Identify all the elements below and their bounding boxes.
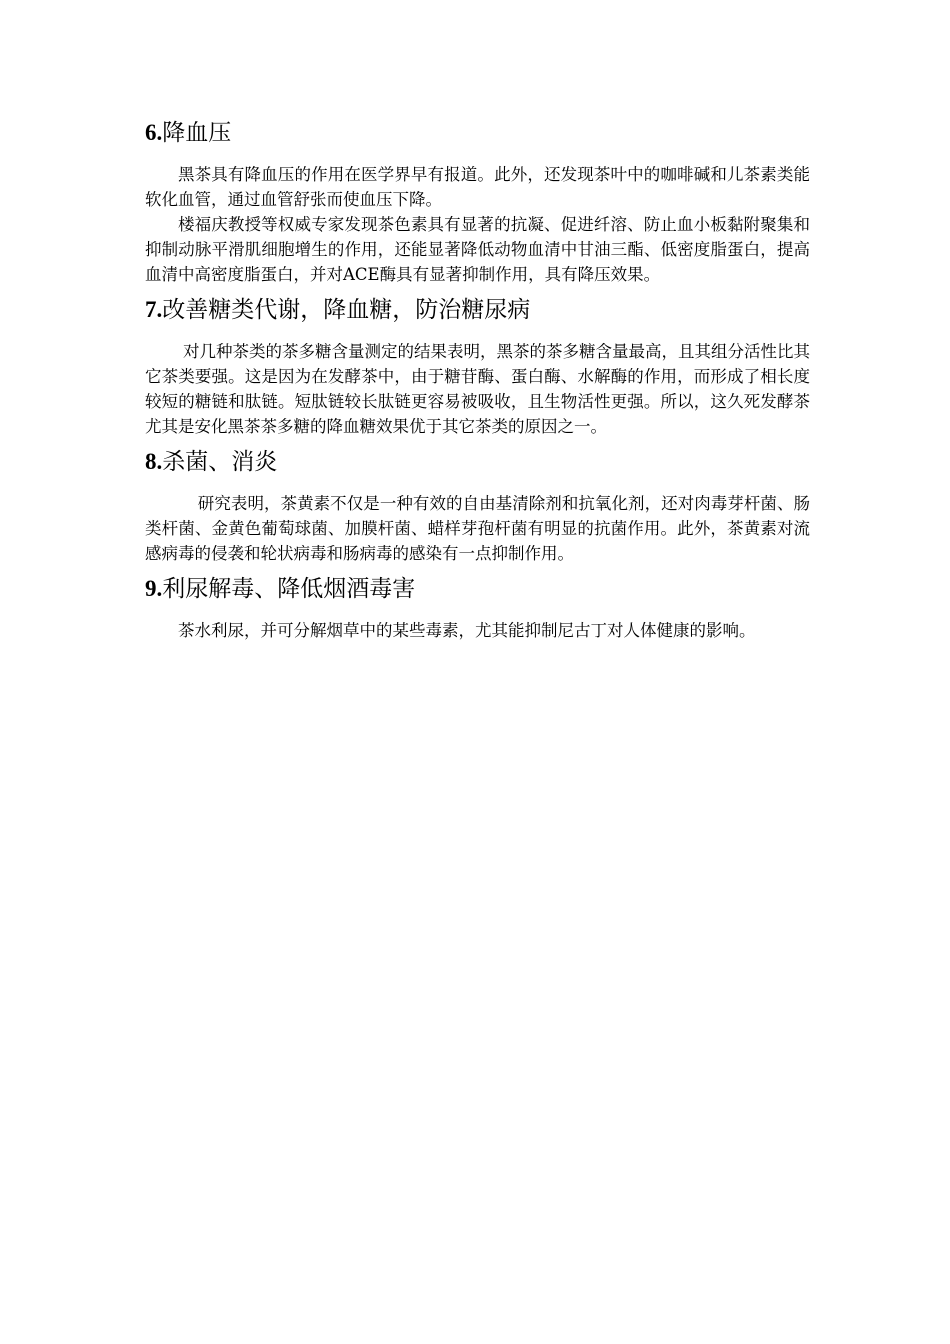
section-body bbox=[145, 339, 810, 439]
section-antibacterial bbox=[145, 445, 810, 566]
paragraph: 研究表明，茶黄素不仅是一种有效的自由基清除剂和抗氧化剂，还对肉毒芽杆菌、肠类杆菌、金黄色葡萄球菌、加膜杆菌、蜡样芽孢杆菌有明显的抗菌作用。此外，茶黄素对流感病毒的侵袭和轮状病毒和肠病毒的感染有一点抑制作用。 bbox=[145, 494, 810, 563]
section-heading bbox=[145, 445, 810, 479]
section-title: 改善糖类代谢，降血糖，防治糖尿病 bbox=[162, 297, 531, 323]
section-number: 8. bbox=[145, 449, 163, 474]
section-blood-sugar bbox=[145, 293, 810, 439]
section-heading bbox=[145, 293, 810, 327]
document-page bbox=[145, 116, 810, 649]
section-heading bbox=[145, 116, 810, 150]
section-blood-pressure bbox=[145, 116, 810, 287]
section-title: 杀菌、消炎 bbox=[162, 449, 278, 475]
section-diuretic bbox=[145, 572, 810, 643]
section-title: 降血压 bbox=[162, 120, 232, 146]
paragraph: 楼福庆教授等权威专家发现茶色素具有显著的抗凝、促进纤溶、防止血小板黏附聚集和抑制动脉平滑肌细胞增生的作用，还能显著降低动物血清中甘油三酯、低密度脂蛋白，提高血清中高密度脂蛋白，并对ACE酶具有显著抑制作用，具有降压效果。 bbox=[145, 215, 810, 284]
section-number: 7. bbox=[145, 297, 163, 322]
section-body bbox=[145, 162, 810, 287]
section-number: 9. bbox=[145, 576, 163, 601]
section-body bbox=[145, 491, 810, 566]
section-number: 6. bbox=[145, 120, 163, 145]
section-heading bbox=[145, 572, 810, 606]
paragraph: 黑茶具有降血压的作用在医学界早有报道。此外，还发现茶叶中的咖啡碱和儿茶素类能软化血管，通过血管舒张而使血压下降。 bbox=[145, 165, 810, 209]
paragraph: 茶水利尿，并可分解烟草中的某些毒素，尤其能抑制尼古丁对人体健康的影响。 bbox=[178, 621, 756, 640]
section-title: 利尿解毒、降低烟酒毒害 bbox=[162, 576, 416, 602]
section-body bbox=[145, 618, 810, 643]
paragraph: 对几种茶类的茶多糖含量测定的结果表明，黑茶的茶多糖含量最高，且其组分活性比其它茶类要强。这是因为在发酵茶中，由于糖苷酶、蛋白酶、水解酶的作用，而形成了相长度较短的糖链和肽链。短肽链较长肽链更容易被吸收，且生物活性更强。所以，这久死发酵茶尤其是安化黑茶茶多糖的降血糖效果优于其它茶类的原因之一。 bbox=[145, 342, 810, 436]
